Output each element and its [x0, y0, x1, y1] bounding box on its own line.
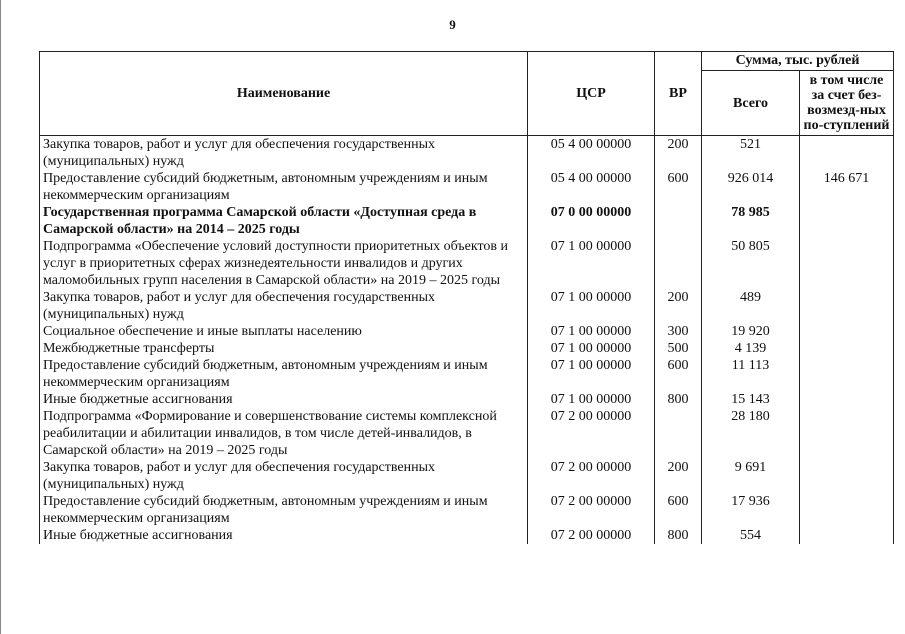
- cell-total: 926 014: [702, 170, 800, 204]
- cell-csr: 07 2 00 00000: [528, 408, 655, 459]
- header-vr: ВР: [655, 52, 702, 136]
- cell-csr: 05 4 00 00000: [528, 170, 655, 204]
- header-csr: ЦСР: [528, 52, 655, 136]
- cell-csr: 07 2 00 00000: [528, 527, 655, 544]
- cell-name: Предоставление субсидий бюджетным, автономным учреждениям и иным некоммерческим организациям: [40, 357, 528, 391]
- table-row: [40, 459, 894, 493]
- table-row: [40, 204, 894, 238]
- cell-csr: 07 1 00 00000: [528, 323, 655, 340]
- table-row: [40, 238, 894, 289]
- cell-total: 15 143: [702, 391, 800, 408]
- cell-vr: [655, 408, 702, 459]
- cell-csr: 05 4 00 00000: [528, 136, 655, 171]
- cell-free-receipts: [800, 493, 894, 527]
- cell-csr: 07 1 00 00000: [528, 289, 655, 323]
- cell-name: Подпрограмма «Формирование и совершенствование системы комплексной реабилитации и абилитации инвалидов, в том числе детей-инвалидов, в Самарской области» на 2019 – 2025 годы: [40, 408, 528, 459]
- table-row: [40, 527, 894, 544]
- cell-name: Иные бюджетные ассигнования: [40, 391, 528, 408]
- scan-edge-line: [0, 0, 1, 634]
- cell-total: 521: [702, 136, 800, 171]
- cell-name: Закупка товаров, работ и услуг для обеспечения государственных (муниципальных) нужд: [40, 459, 528, 493]
- cell-total: 4 139: [702, 340, 800, 357]
- cell-vr: 800: [655, 527, 702, 544]
- table-row: [40, 323, 894, 340]
- table-body: [40, 136, 894, 545]
- cell-total: 28 180: [702, 408, 800, 459]
- budget-table: [39, 51, 894, 544]
- cell-free-receipts: [800, 459, 894, 493]
- table-row: [40, 136, 894, 171]
- cell-free-receipts: [800, 238, 894, 289]
- header-total: Всего: [702, 71, 800, 136]
- cell-vr: 600: [655, 357, 702, 391]
- table-row: [40, 357, 894, 391]
- cell-free-receipts: 146 671: [800, 170, 894, 204]
- cell-total: 17 936: [702, 493, 800, 527]
- cell-vr: 600: [655, 493, 702, 527]
- cell-free-receipts: [800, 204, 894, 238]
- cell-free-receipts: [800, 289, 894, 323]
- cell-name: Предоставление субсидий бюджетным, автономным учреждениям и иным некоммерческим организациям: [40, 493, 528, 527]
- cell-vr: 200: [655, 289, 702, 323]
- header-sum-group: Сумма, тыс. рублей: [702, 52, 894, 71]
- cell-csr: 07 2 00 00000: [528, 459, 655, 493]
- cell-total: 489: [702, 289, 800, 323]
- cell-total: 50 805: [702, 238, 800, 289]
- cell-name: Предоставление субсидий бюджетным, автономным учреждениям и иным некоммерческим организациям: [40, 170, 528, 204]
- header-name: Наименование: [40, 52, 528, 136]
- cell-csr: 07 1 00 00000: [528, 391, 655, 408]
- cell-free-receipts: [800, 391, 894, 408]
- cell-csr: 07 1 00 00000: [528, 238, 655, 289]
- cell-name: Иные бюджетные ассигнования: [40, 527, 528, 544]
- cell-free-receipts: [800, 323, 894, 340]
- cell-csr: 07 0 00 00000: [528, 204, 655, 238]
- cell-vr: 600: [655, 170, 702, 204]
- cell-name: Подпрограмма «Обеспечение условий доступности приоритетных объектов и услуг в приоритетных сферах жизнедеятельности инвалидов и других маломобильных групп населения в Самарской области» на 2019 – 2025 годы: [40, 238, 528, 289]
- cell-free-receipts: [800, 136, 894, 171]
- cell-vr: [655, 204, 702, 238]
- page-number: 9: [449, 17, 456, 32]
- cell-free-receipts: [800, 527, 894, 544]
- cell-vr: 200: [655, 136, 702, 171]
- cell-name: Социальное обеспечение и иные выплаты населению: [40, 323, 528, 340]
- table-row: [40, 170, 894, 204]
- cell-name: Государственная программа Самарской области «Доступная среда в Самарской области» на 2014 – 2025 годы: [40, 204, 528, 238]
- cell-vr: [655, 238, 702, 289]
- cell-csr: 07 1 00 00000: [528, 340, 655, 357]
- cell-free-receipts: [800, 357, 894, 391]
- header-free-receipts: в том числе за счет без-возмезд-ных по-ступлений: [800, 71, 894, 136]
- cell-csr: 07 1 00 00000: [528, 357, 655, 391]
- cell-vr: 500: [655, 340, 702, 357]
- cell-name: Закупка товаров, работ и услуг для обеспечения государственных (муниципальных) нужд: [40, 136, 528, 171]
- table-header: [40, 52, 894, 136]
- table-row: [40, 289, 894, 323]
- cell-total: 554: [702, 527, 800, 544]
- cell-total: 19 920: [702, 323, 800, 340]
- cell-name: Межбюджетные трансферты: [40, 340, 528, 357]
- cell-vr: 300: [655, 323, 702, 340]
- table-row: [40, 391, 894, 408]
- table-row: [40, 493, 894, 527]
- cell-vr: 800: [655, 391, 702, 408]
- table-row: [40, 408, 894, 459]
- table-row: [40, 340, 894, 357]
- cell-total: 78 985: [702, 204, 800, 238]
- cell-total: 11 113: [702, 357, 800, 391]
- cell-free-receipts: [800, 340, 894, 357]
- cell-name: Закупка товаров, работ и услуг для обеспечения государственных (муниципальных) нужд: [40, 289, 528, 323]
- cell-free-receipts: [800, 408, 894, 459]
- cell-vr: 200: [655, 459, 702, 493]
- cell-total: 9 691: [702, 459, 800, 493]
- cell-csr: 07 2 00 00000: [528, 493, 655, 527]
